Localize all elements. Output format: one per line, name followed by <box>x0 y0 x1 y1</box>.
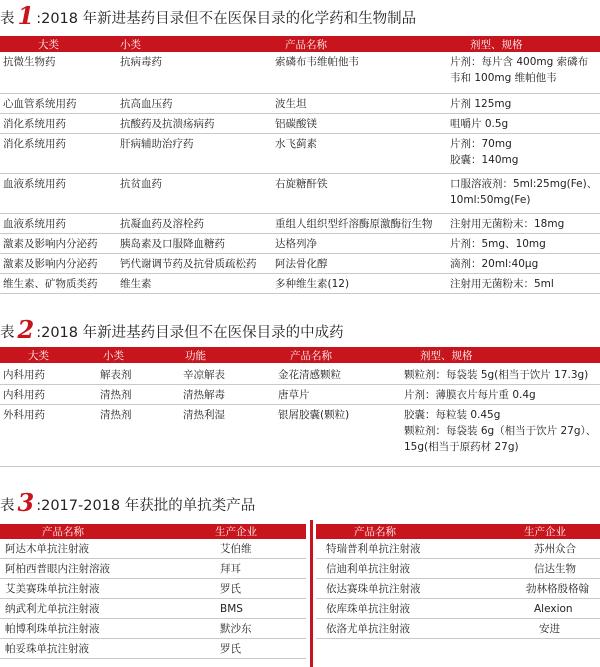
table2-header-function: 功能 <box>185 350 206 362</box>
table-row: 依库珠单抗注射液 Alexion <box>316 599 600 619</box>
table3-divider <box>310 520 313 667</box>
table-row: 消化系统用药 肝病辅助治疗药 水飞蓟素 片剂：70mg 胶囊：140mg <box>0 134 600 174</box>
table-row: 血液系统用药 抗凝血药及溶栓药 重组人组织型纤溶酶原激酶衍生物 注射用无菌粉末：18mg <box>0 214 600 234</box>
table-row: 艾美赛珠单抗注射液 罗氏 <box>0 579 306 599</box>
table-row: 维生素、矿物质类药 维生素 多种维生素(12) 注射用无菌粉末：5ml <box>0 274 600 294</box>
table-row: 信迪利单抗注射液 信达生物 <box>316 559 600 579</box>
table-row: 帕博利珠单抗注射液 默沙东 <box>0 619 306 639</box>
table1-title: 表 1 :2018 年新进基药目录但不在医保目录的化学药和生物制品 <box>0 1 417 30</box>
table2-header-product: 产品名称 <box>290 350 332 362</box>
table1-header <box>0 36 600 52</box>
table2-header <box>0 347 600 363</box>
table2-title: 表 2 :2018 年新进基药目录但不在医保目录的中成药 <box>0 315 344 344</box>
table3-title: 表 3 :2017-2018 年获批的单抗类产品 <box>0 488 256 517</box>
table-row: 依达赛珠单抗注射液 勃林格殷格翰 <box>316 579 600 599</box>
table3-right <box>316 524 600 639</box>
table-row: 纳武利尤单抗注射液 BMS <box>0 599 306 619</box>
table1-header-product: 产品名称 <box>285 39 327 51</box>
table-row: 依洛尤单抗注射液 安进 <box>316 619 600 639</box>
table-row: 阿柏西普眼内注射溶液 拜耳 <box>0 559 306 579</box>
table3-left-header: 产品名称 生产企业 <box>0 524 306 539</box>
table-row: 激素及影响内分泌药 胰岛素及口服降血糖药 达格列净 片剂：5mg、10mg <box>0 234 600 254</box>
table-row: 阿达木单抗注射液 艾伯维 <box>0 539 306 559</box>
table-row: 抗微生物药 抗病毒药 索磷布韦维帕他韦 片剂：每片含 400mg 索磷布韦和 100mg 维帕他韦 <box>0 52 600 94</box>
table-row: 帕妥珠单抗注射液 罗氏 <box>0 639 306 659</box>
table2-header-spec: 剂型、规格 <box>420 350 473 362</box>
table-row: 内科用药 解表剂 辛凉解表 金花清感颗粒 颗粒剂：每袋装 5g(相当于饮片 17.3g) <box>0 365 600 385</box>
table-row: 血液系统用药 抗贫血药 右旋糖酐铁 口服溶液剂：5ml:25mg(Fe)、10ml:50mg(Fe) <box>0 174 600 214</box>
table-row: 激素及影响内分泌药 钙代谢调节药及抗骨质疏松药 阿法骨化醇 滴剂：20ml:40μg <box>0 254 600 274</box>
table3-right-header: 产品名称 生产企业 <box>316 524 600 539</box>
table-row: 特瑞普利单抗注射液 苏州众合 <box>316 539 600 559</box>
table2-body <box>0 365 600 467</box>
table3-left <box>0 524 306 659</box>
table-row: 消化系统用药 抗酸药及抗溃疡病药 铝碳酸镁 咀嚼片 0.5g <box>0 114 600 134</box>
table-row: 心血管系统用药 抗高血压药 波生坦 片剂 125mg <box>0 94 600 114</box>
table1-header-subcategory: 小类 <box>120 39 141 51</box>
table2-header-subcategory: 小类 <box>103 350 124 362</box>
table1-header-spec: 剂型、规格 <box>470 39 523 51</box>
table-row: 外科用药 清热剂 清热利湿 银屑胶囊(颗粒) 胶囊：每粒装 0.45g 颗粒剂：每袋装 6g（相当于饮片 27g）、15g(相当于原药材 27g) <box>0 405 600 467</box>
table1-body <box>0 52 600 294</box>
table-row: 内科用药 清热剂 清热解毒 唐草片 片剂：薄膜衣片每片重 0.4g <box>0 385 600 405</box>
table1-header-category: 大类 <box>38 39 59 51</box>
table2-header-category: 大类 <box>28 350 49 362</box>
